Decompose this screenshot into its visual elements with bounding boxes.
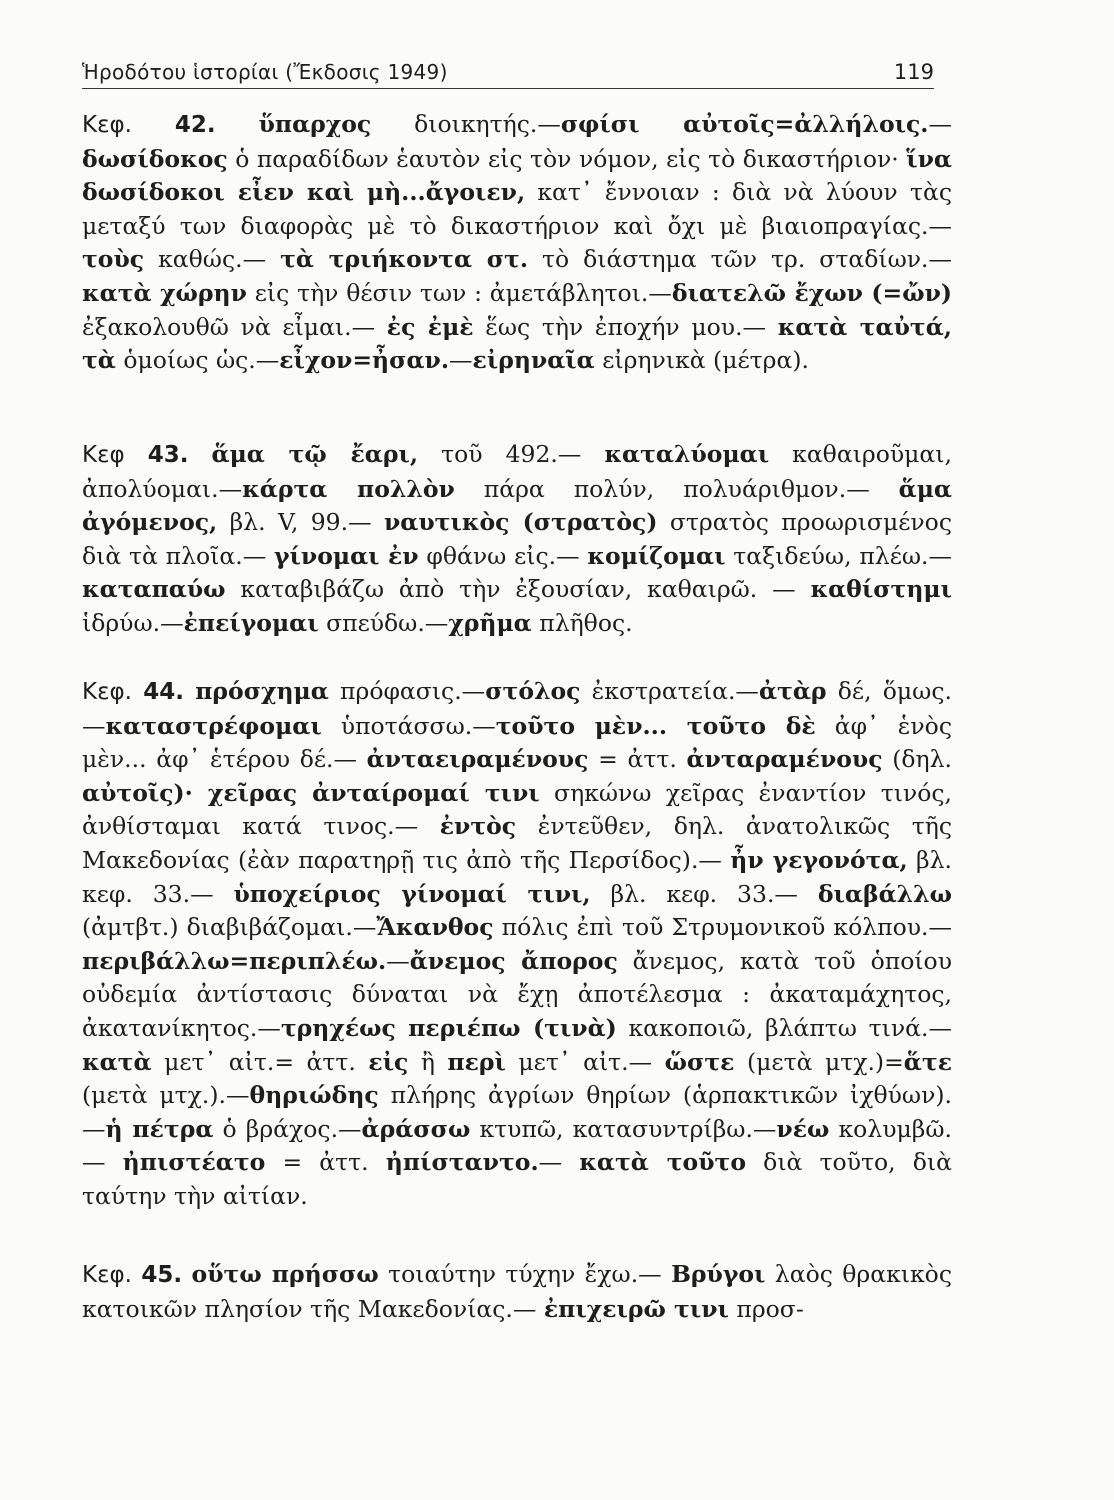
lemma: ἐπιχειρῶ τινι [543,1294,729,1323]
gloss: διοικητής.— [371,110,561,138]
gloss: σπεύδω.— [318,608,449,637]
gloss: ἐξακολουθῶ νὰ εἶμαι.— [82,312,387,341]
gloss: κατ᾿ ἔννοιαν : διὰ νὰ λύουν τὰς μεταξύ των διαφορὰς μὲ τὸ δικαστήριον καὶ ὄχι μὲ βιαιοπραγίας.— [82,178,952,240]
section-body [82,110,952,374]
gloss: = ἀττ. [588,745,687,774]
lemma: περὶ [447,1047,506,1076]
lemma: ἐς ἐμὲ [386,312,474,341]
lemma: ὥστε [664,1047,735,1076]
lemma: ἐπείγομαι [183,608,319,637]
lemma: δωσίδοκος [82,144,228,173]
chapter-number: 43. [147,442,189,468]
lemma: ἡ πέτρα [105,1114,214,1143]
chapter-label: Κεφ. [82,679,132,705]
gloss: καταβιβάζω ἀπὸ τὴν ἐξουσίαν, καθαιρῶ. — [225,575,811,604]
document-page [82,0,952,1500]
chapter-label: Κεφ. [82,1262,132,1288]
lemma: γίνομαι ἐν [274,541,419,570]
gloss: ὑποτάσσω.— [321,711,496,740]
gloss: ταξιδεύω, πλέω.— [725,541,952,570]
lemma: εἰρηναῖα [472,346,595,375]
gloss: — [538,1148,580,1177]
page-number: 119 [893,60,934,84]
lemma: οὕτω πρήσσω [191,1260,379,1288]
lemma: σφίσι αὐτοῖς=ἀλλήλοις. [560,110,929,138]
gloss: βλ. κεφ. 33.— [590,879,818,908]
gloss: φθάνω εἰς.— [418,541,588,570]
lemma: ἦν γεγονότα, [730,845,908,874]
lemma: νέω [776,1114,830,1143]
lemma: ὕπαρχος [258,110,372,138]
gloss: — [928,110,952,138]
lemma: θηριώδης [249,1081,379,1110]
lemma: ἵνα δωσίδοκοι εἶεν καὶ μὴ...ἄγοιεν, [82,144,952,207]
gloss: ἢ [408,1047,448,1076]
lemma: ἀνταραμένους [686,745,883,774]
chapter-number: 42. [174,112,216,138]
gloss: (μετὰ μτχ.).— [82,1081,250,1110]
gloss: διὰ τοῦτο, διὰ ταύτην τὴν αἰτίαν. [82,1148,952,1210]
lemma: τὰ τριήκοντα στ. [280,245,529,274]
lemma: ἠπίσταντο. [385,1148,539,1177]
gloss: κακοποιῶ, βλάπτω τινά.— [616,1013,952,1042]
book-title: Ἡροδότου ἱστορίαι (Ἔκδοσις 1949) [82,60,448,84]
lemma: κατὰ ταὐτά, τὰ [82,312,952,375]
lemma: ὑποχείριος γίνομαί τινι, [233,879,591,908]
gloss: μετ᾿ αἰτ.= ἀττ. [151,1047,369,1076]
gloss: ἐντεῦθεν, δηλ. ἀνατολικῶς τῆς Μακεδονίας (ἐὰν παρατηρῇ τις ἀπὸ τῆς Περσίδος).— [82,812,952,874]
gloss: κτυπῶ, κατασυντρίβω.— [470,1114,777,1143]
gloss: τοιαύτην τύχην ἔχω.— [378,1260,672,1288]
running-head [82,60,934,89]
section-body [82,440,952,637]
gloss: καθώς.— [144,245,281,274]
section-kef-44 [82,675,952,1214]
gloss: ἐκστρατεία.— [580,677,759,705]
lemma: ἅτε [903,1047,952,1076]
lemma: ἄνεμος ἄπορος [409,946,618,975]
gloss: ἄνεμος, κατὰ τοῦ ὁποίου οὐδεμία ἀντίστασις δύναται νὰ ἔχῃ ἀποτέλεσμα : ἀκαταμάχητος, ἀκατανίκητος.— [82,946,952,1042]
gloss: (μετὰ μτχ.)= [734,1047,904,1076]
lemma: διατελῶ ἔχων (=ὤν) [671,278,952,307]
section-body [82,677,952,1210]
gloss: κολυμβῶ.— [82,1114,952,1177]
lemma: κατὰ [82,1047,152,1076]
lemma: αὐτοῖς)· χεῖρας ἀνταίρομαί τινι [82,778,540,807]
chapter-number: 44. [143,679,184,705]
gloss: πλῆθος. [531,608,633,637]
gloss: βλ. κεφ. 33.— [82,845,953,908]
lemma: Ἄκανθος [376,913,494,942]
gloss: τοῦ 492.— [418,440,605,468]
gloss: — [386,946,410,975]
lemma: καθίστημι [810,575,952,604]
lemma: καταλύομαι [604,440,770,468]
gloss: μετ᾿ αἰτ.— [505,1047,665,1076]
lemma: στόλος [485,677,581,705]
gloss: ἕως τὴν ἐποχήν μου.— [473,312,778,341]
gloss: στρατὸς προωρισμένος διὰ τὰ πλοῖα.— [82,508,952,570]
lemma: κατὰ τοῦτο [579,1148,747,1177]
gloss: ὁ παραδίδων ἑαυτὸν εἰς τὸν νόμον, εἰς τὸ δικαστήριον· [227,144,907,173]
lemma: διαβάλλω [817,879,952,908]
gloss: (δηλ. [882,745,952,774]
gloss: (ἀμτβτ.) διαβιβάζομαι.— [82,913,377,942]
lemma: εἶχον=ἦσαν. [279,346,450,375]
gloss: βλ. V, 99.— [217,508,384,537]
lemma: τρηχέως περιέπω (τινὰ) [280,1013,617,1042]
lemma: ναυτικὸς (στρατὸς) [383,508,658,537]
lemma: κομίζομαι [587,541,726,570]
gloss: καθαιροῦμαι, ἀπολύομαι.— [82,440,952,503]
lemma: ἐντὸς [439,812,517,841]
lemma: περιβάλλω=περιπλέω. [82,946,387,975]
chapter-number: 45. [141,1262,183,1288]
gloss: πλήρης ἀγρίων θηρίων (ἁρπακτικῶν ἰχθύων). — [82,1081,952,1143]
gloss: λαὸς θρακικὸς κατοικῶν πλησίον τῆς Μακεδονίας.— [82,1260,952,1323]
lemma: κάρτα πολλὸν [242,474,455,503]
lemma: ἀνταειραμένους [366,745,589,774]
lemma: εἰς [368,1047,409,1076]
lemma: ἅμα τῷ ἔαρι, [211,440,419,468]
gloss: δέ, ὅμως.— [82,677,952,740]
gloss: τὸ διάστημα τῶν τρ. σταδίων.— [528,245,952,274]
gloss: προσ- [728,1294,804,1323]
lemma: ἠπιστέατο [122,1148,266,1177]
gloss: εἰς τὴν θέσιν των : ἀμετάβλητοι.— [246,278,672,307]
chapter-label: Κεφ [82,442,125,468]
lemma: πρόσχημα [195,677,329,705]
gloss: πρόφασις.— [328,677,486,705]
gloss: ὁ βράχος.— [213,1114,362,1143]
gloss: ἱδρύω.— [82,608,184,637]
gloss: = ἀττ. [265,1148,386,1177]
gloss: πάρα πολύν, πολυάριθμον.— [454,474,899,503]
gloss: σηκώνω χεῖρας ἐναντίον τινός, ἀνθίσταμαι κατά τινος.— [82,778,952,841]
gloss: ἀφ᾿ ἑνὸς μὲν... ἀφ᾿ ἑτέρου δέ.— [82,711,952,774]
chapter-label: Κεφ. [82,112,132,138]
lemma: τοὺς [82,245,145,274]
section-body [82,1260,952,1323]
lemma: Βρύγοι [671,1260,766,1288]
gloss: πόλις ἐπὶ τοῦ Στρυμονικοῦ κόλπου.— [493,913,952,942]
lemma: κατὰ χώρην [82,278,247,307]
lemma: τοῦτο μὲν... τοῦτο δὲ [495,711,816,740]
section-kef-42 [82,108,952,378]
section-kef-45 [82,1258,952,1326]
lemma: ἀράσσω [361,1114,471,1143]
gloss: — [449,346,473,375]
lemma: ἅμα ἀγόμενος, [82,474,953,537]
section-kef-43 [82,438,952,641]
lemma: χρῆμα [448,608,532,637]
gloss: ὁμοίως ὡς.— [115,346,280,375]
gloss: εἰρηνικὰ (μέτρα). [594,346,809,375]
lemma: ἀτὰρ [758,677,827,705]
lemma: καταπαύω [82,575,226,604]
lemma: καταστρέφομαι [105,711,322,740]
